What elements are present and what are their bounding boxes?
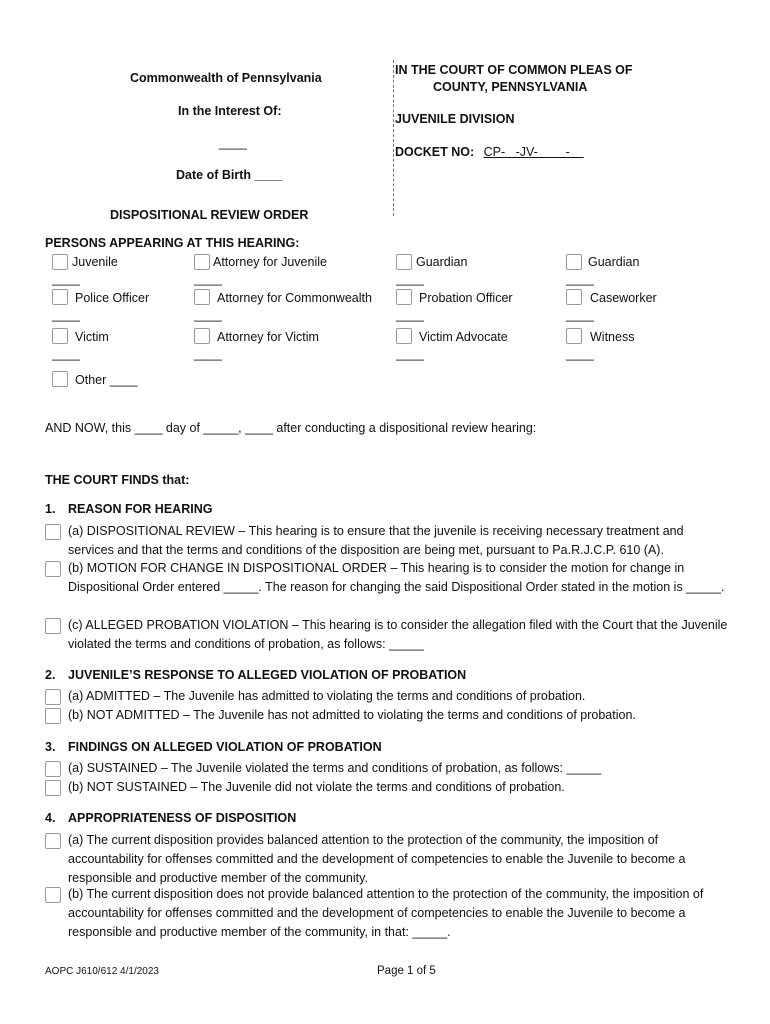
checkbox-balanced-disposition[interactable] bbox=[45, 833, 61, 849]
checkbox-victim-advocate[interactable] bbox=[396, 328, 412, 344]
option-text: (b) The current disposition does not provide balanced attention to the protection of the community, the imposition of accountability for offenses committed and the development of competencies to enable the Juvenile to become a responsible and productive member of the community, in that: _____. bbox=[68, 887, 704, 939]
form-id: AOPC J610/612 4/1/2023 bbox=[45, 966, 159, 977]
checkbox-attorney-juvenile[interactable] bbox=[194, 254, 210, 270]
person-label: Guardian bbox=[588, 255, 640, 269]
order-title: DISPOSITIONAL REVIEW ORDER bbox=[110, 208, 309, 222]
person-label: Juvenile bbox=[72, 255, 118, 269]
checkbox-unbalanced-disposition[interactable] bbox=[45, 887, 61, 903]
section-title: FINDINGS ON ALLEGED VIOLATION OF PROBATION bbox=[68, 740, 382, 754]
division-label: JUVENILE DIVISION bbox=[395, 112, 515, 126]
option-text: (b) MOTION FOR CHANGE IN DISPOSITIONAL ORDER – This hearing is to consider the motion for change in Dispositional Order entered _____. The reason for changing the said Dispositional Order stated in the motion is _____. bbox=[68, 561, 725, 594]
person-blank[interactable]: ____ bbox=[194, 347, 222, 361]
section-title: APPROPRIATENESS OF DISPOSITION bbox=[68, 811, 297, 825]
docket-number-field[interactable]: CP- -JV- - bbox=[483, 145, 584, 159]
persons-heading: PERSONS APPEARING AT THIS HEARING: bbox=[45, 236, 300, 250]
person-blank[interactable]: ____ bbox=[194, 308, 222, 322]
person-blank[interactable]: ____ bbox=[566, 308, 594, 322]
person-label: Probation Officer bbox=[419, 291, 513, 305]
checkbox-attorney-commonwealth[interactable] bbox=[194, 289, 210, 305]
checkbox-dispositional-review[interactable] bbox=[45, 524, 61, 540]
checkbox-guardian-2[interactable] bbox=[566, 254, 582, 270]
person-blank[interactable]: ____ bbox=[566, 347, 594, 361]
person-label: Caseworker bbox=[590, 291, 657, 305]
court-line-1: IN THE COURT OF COMMON PLEAS OF bbox=[395, 63, 633, 77]
person-label: Attorney for Victim bbox=[217, 330, 319, 344]
commonwealth-title: Commonwealth of Pennsylvania bbox=[130, 71, 322, 85]
person-label: Victim Advocate bbox=[419, 330, 508, 344]
checkbox-probation-officer[interactable] bbox=[396, 289, 412, 305]
option-text: (a) The current disposition provides balanced attention to the protection of the community, the imposition of accountability for offenses committed and the development of competencies to enable the Juvenile to become a responsible and productive member of the community. bbox=[68, 833, 686, 885]
person-label: Attorney for Commonwealth bbox=[217, 291, 372, 305]
docket-label: DOCKET NO: bbox=[395, 145, 475, 159]
person-blank[interactable]: ____ bbox=[396, 347, 424, 361]
page-number: Page 1 of 5 bbox=[377, 965, 436, 977]
checkbox-admitted[interactable] bbox=[45, 689, 61, 705]
option-text: (b) NOT ADMITTED – The Juvenile has not admitted to violating the terms and conditions of probation. bbox=[68, 708, 636, 722]
person-label: Attorney for Juvenile bbox=[213, 255, 327, 269]
section-number: 2. bbox=[45, 668, 56, 682]
checkbox-attorney-victim[interactable] bbox=[194, 328, 210, 344]
checkbox-caseworker[interactable] bbox=[566, 289, 582, 305]
interest-label: In the Interest Of: bbox=[178, 104, 282, 118]
person-blank[interactable]: ____ bbox=[52, 272, 80, 286]
option-text: (a) SUSTAINED – The Juvenile violated the terms and conditions of probation, as follows: _____ bbox=[68, 761, 602, 775]
checkbox-alleged-violation[interactable] bbox=[45, 618, 61, 634]
section-title: JUVENILE’S RESPONSE TO ALLEGED VIOLATION OF PROBATION bbox=[68, 668, 467, 682]
option-text: (a) DISPOSITIONAL REVIEW – This hearing is to ensure that the juvenile is receiving necessary treatment and services and that the terms and conditions of the disposition are being met, pursuant to Pa.R.J.C.P. 610 (A). bbox=[68, 524, 684, 557]
checkbox-motion-for-change[interactable] bbox=[45, 561, 61, 577]
option-text: (a) ADMITTED – The Juvenile has admitted to violating the terms and conditions of probation. bbox=[68, 689, 586, 703]
person-label: Other ____ bbox=[75, 373, 138, 387]
person-label: Guardian bbox=[416, 255, 468, 269]
docket-row bbox=[395, 145, 584, 159]
checkbox-witness[interactable] bbox=[566, 328, 582, 344]
checkbox-sustained[interactable] bbox=[45, 761, 61, 777]
juvenile-name-blank[interactable]: ____ bbox=[219, 136, 247, 150]
option-text: (b) NOT SUSTAINED – The Juvenile did not violate the terms and conditions of probation. bbox=[68, 780, 565, 794]
checkbox-police-officer[interactable] bbox=[52, 289, 68, 305]
person-blank[interactable]: ____ bbox=[52, 347, 80, 361]
person-label: Witness bbox=[590, 330, 635, 344]
person-blank[interactable]: ____ bbox=[396, 272, 424, 286]
and-now-line: AND NOW, this ____ day of _____, ____ after conducting a dispositional review hearing: bbox=[45, 421, 537, 435]
checkbox-victim[interactable] bbox=[52, 328, 68, 344]
person-label: Police Officer bbox=[75, 291, 150, 305]
court-line-2: COUNTY, PENNSYLVANIA bbox=[433, 80, 588, 94]
person-blank[interactable]: ____ bbox=[52, 308, 80, 322]
person-blank[interactable]: ____ bbox=[396, 308, 424, 322]
person-blank[interactable]: ____ bbox=[566, 272, 594, 286]
section-number: 4. bbox=[45, 811, 56, 825]
person-label: Victim bbox=[75, 330, 109, 344]
checkbox-juvenile[interactable] bbox=[52, 254, 68, 270]
section-title: REASON FOR HEARING bbox=[68, 502, 213, 516]
section-number: 1. bbox=[45, 502, 56, 516]
option-text: (c) ALLEGED PROBATION VIOLATION – This hearing is to consider the allegation filed with the Court that the Juvenile violated the terms and conditions of probation, as follows: _____ bbox=[68, 618, 728, 651]
date-of-birth: Date of Birth ____ bbox=[176, 168, 283, 182]
checkbox-not-admitted[interactable] bbox=[45, 708, 61, 724]
person-blank[interactable]: ____ bbox=[194, 272, 222, 286]
checkbox-guardian-1[interactable] bbox=[396, 254, 412, 270]
court-finds-heading: THE COURT FINDS that: bbox=[45, 473, 190, 487]
checkbox-not-sustained[interactable] bbox=[45, 780, 61, 796]
checkbox-other[interactable] bbox=[52, 371, 68, 387]
section-number: 3. bbox=[45, 740, 56, 754]
header-divider bbox=[393, 60, 394, 216]
